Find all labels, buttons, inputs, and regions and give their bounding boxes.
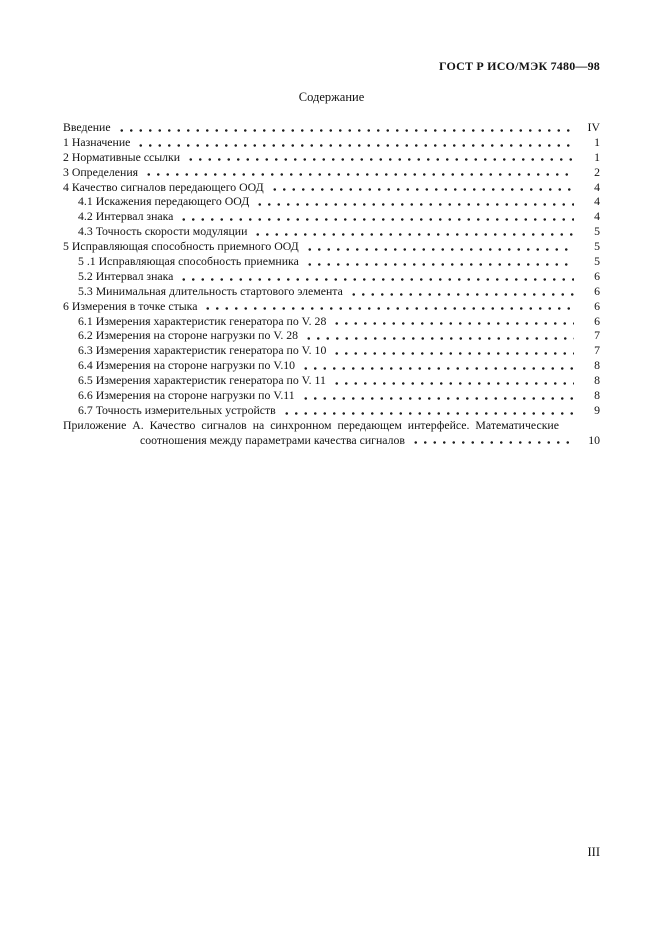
toc-entry-label: 6.6 Измерения на стороне нагрузки по V.11 [78,388,295,403]
toc-entry-label: 4.3 Точность скорости модуляции [78,224,248,239]
toc-entry-page: 9 [594,402,600,417]
toc-entry-label: 5.2 Интервал знака [78,268,174,283]
dot-leader [348,284,574,299]
toc-entry-page: 4 [594,179,600,194]
toc-entry [63,388,600,403]
dot-leader [564,418,574,433]
toc-entry-label: соотношения между параметрами качества сигналов [140,432,405,447]
toc-entry-page: 10 [588,432,600,447]
toc-entry-page: 1 [594,134,600,149]
dot-leader [254,194,574,209]
toc-entry-page: 5 [594,254,600,269]
toc-entry-page: 6 [594,268,600,283]
toc-entry-page: 7 [594,328,600,343]
toc-entry [63,150,600,165]
toc-entry-page: 6 [594,298,600,313]
dot-leader [331,373,574,388]
toc-entry [63,328,600,343]
toc-entry [63,373,600,388]
toc-entry [63,194,600,209]
toc-entry-page [578,418,600,433]
table-of-contents [63,120,600,448]
page-number: III [587,845,600,859]
toc-entry-page: 6 [594,313,600,328]
toc-title: Содержание [298,90,365,104]
toc-entry [63,418,600,433]
page-number-footer [63,845,600,860]
toc-entry-label: Введение [63,120,111,134]
toc-entry [63,299,600,314]
toc-entry [63,314,600,329]
dot-leader [116,120,574,135]
toc-entry-label: 4.2 Интервал знака [78,209,174,224]
toc-entry-label: 6.1 Измерения характеристик генератора по V. 28 [78,313,327,328]
toc-entry [63,284,600,299]
toc-entry [63,120,600,135]
toc-entry-label: 6 Измерения в точке стыка [63,298,198,313]
toc-entry-page: 4 [594,209,600,224]
dot-leader [304,254,574,269]
toc-entry-page: 4 [594,194,600,209]
toc-entry [63,135,600,150]
toc-entry-label: 5 .1 Исправляющая способность приемника [78,254,299,269]
toc-entry-page: 1 [594,149,600,164]
dot-leader [304,239,574,254]
dot-leader [331,343,574,358]
toc-entry-label: 6.2 Измерения на стороне нагрузки по V. 28 [78,328,299,343]
toc-entry-page: 8 [594,373,600,388]
toc-entry [63,358,600,373]
toc-entry [63,224,600,239]
dot-leader [300,388,574,403]
toc-entry-label: 5.3 Минимальная длительность стартового элемента [78,283,343,298]
dot-leader [303,328,574,343]
toc-entry-label: 1 Назначение [63,134,131,149]
toc-entry-page: 5 [594,224,600,239]
dot-leader [178,209,574,224]
toc-entry-label: 6.7 Точность измерительных устройств [78,402,276,417]
toc-entry-page: IV [587,120,600,134]
toc-entry [63,403,600,418]
toc-entry-label: Приложение А. Качество сигналов на синхронном передающем интерфейсе. Математические [63,417,559,432]
toc-entry [63,254,600,269]
dot-leader [252,224,574,239]
dot-leader [202,299,574,314]
toc-entry-label: 6.3 Измерения характеристик генератора по V. 10 [78,343,327,358]
toc-entry-label: 4 Качество сигналов передающего ООД [63,179,264,194]
toc-entry-label: 6.4 Измерения на стороне нагрузки по V.10 [78,358,296,373]
toc-entry-page: 6 [594,283,600,298]
dot-leader [331,314,574,329]
toc-entry-label: 2 Нормативные ссылки [63,149,181,164]
dot-leader [269,180,574,195]
standard-number: ГОСТ Р ИСО/МЭК 7480—98 [438,59,600,73]
dot-leader [281,403,574,418]
dot-leader [178,269,574,284]
toc-entry-page: 8 [594,358,600,373]
toc-entry-page: 7 [594,343,600,358]
toc-entry [63,433,600,448]
toc-entry-page: 8 [594,388,600,403]
dot-leader [300,358,574,373]
dot-leader [410,433,574,448]
toc-entry [63,239,600,254]
toc-entry [63,343,600,358]
toc-entry-label: 6.5 Измерения характеристик генератора по V. 11 [78,373,326,388]
toc-entry [63,209,600,224]
dot-leader [135,135,574,150]
document-header [63,59,600,74]
toc-entry [63,180,600,195]
toc-entry-label: 5 Исправляющая способность приемного ООД [63,239,299,254]
toc-entry [63,165,600,180]
dot-leader [143,165,574,180]
toc-entry-label: 3 Определения [63,164,139,179]
toc-entry-page: 5 [594,239,600,254]
toc-entry-page: 2 [594,164,600,179]
toc-entry [63,269,600,284]
dot-leader [185,150,574,165]
toc-entry-label: 4.1 Искажения передающего ООД [78,194,250,209]
